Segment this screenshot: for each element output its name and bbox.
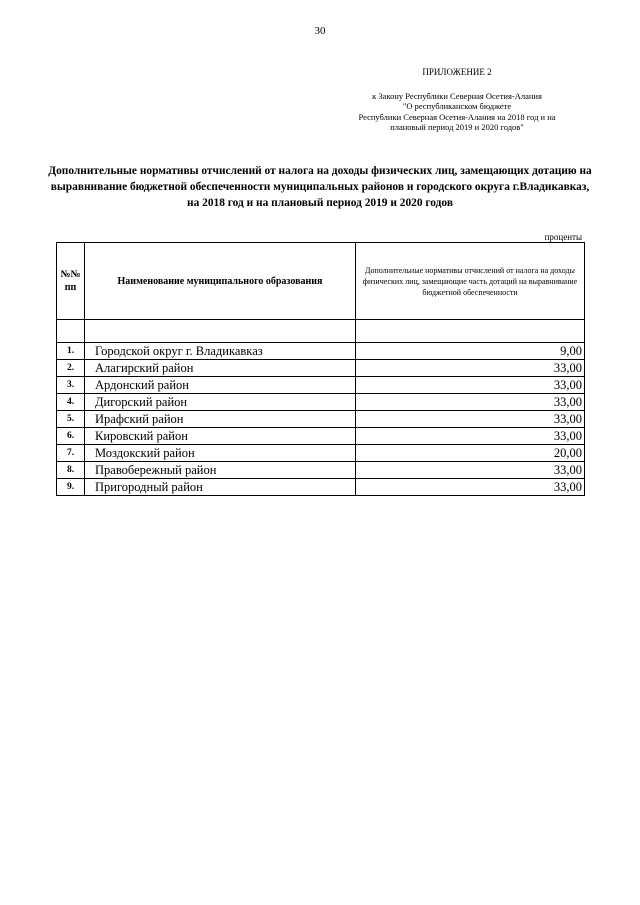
row-name: Ардонский район bbox=[85, 377, 356, 394]
spacer-cell bbox=[85, 320, 356, 343]
appendix-block bbox=[332, 67, 582, 133]
table-row bbox=[57, 343, 585, 360]
row-name: Городской округ г. Владикавказ bbox=[85, 343, 356, 360]
units-label: проценты bbox=[544, 232, 582, 242]
row-value: 33,00 bbox=[356, 479, 585, 496]
table-row bbox=[57, 462, 585, 479]
header-value: Дополнительные нормативы отчислений от налога на доходы физических лиц, замещающие часть дотаций на выравнивание бюджетной обеспеченности bbox=[356, 243, 585, 320]
page-number: 30 bbox=[314, 25, 326, 37]
row-value: 33,00 bbox=[356, 411, 585, 428]
row-value: 33,00 bbox=[356, 428, 585, 445]
table-row bbox=[57, 428, 585, 445]
header-number: №№ пп bbox=[57, 243, 85, 320]
row-value: 20,00 bbox=[356, 445, 585, 462]
table-row bbox=[57, 360, 585, 377]
row-number: 4. bbox=[57, 394, 85, 411]
row-value: 33,00 bbox=[356, 360, 585, 377]
row-name: Дигорский район bbox=[85, 394, 356, 411]
header-name: Наименование муниципального образования bbox=[85, 243, 356, 320]
row-value: 33,00 bbox=[356, 377, 585, 394]
table-row bbox=[57, 377, 585, 394]
row-name: Пригородный район bbox=[85, 479, 356, 496]
spacer-cell bbox=[57, 320, 85, 343]
row-number: 6. bbox=[57, 428, 85, 445]
table-row bbox=[57, 394, 585, 411]
row-number: 2. bbox=[57, 360, 85, 377]
appendix-title: ПРИЛОЖЕНИЕ 2 bbox=[422, 67, 492, 77]
table-row bbox=[57, 445, 585, 462]
table-row bbox=[57, 411, 585, 428]
appendix-line: "О республиканском бюджете bbox=[402, 101, 512, 111]
table-spacer-row bbox=[57, 320, 585, 343]
table-header-row bbox=[57, 243, 585, 320]
row-name: Ирафский район bbox=[85, 411, 356, 428]
row-value: 33,00 bbox=[356, 394, 585, 411]
norms-table bbox=[56, 242, 585, 496]
spacer-cell bbox=[356, 320, 585, 343]
row-name: Алагирский район bbox=[85, 360, 356, 377]
appendix-line: плановый период 2019 и 2020 годов" bbox=[390, 122, 524, 132]
row-number: 5. bbox=[57, 411, 85, 428]
row-name: Правобережный район bbox=[85, 462, 356, 479]
row-number: 9. bbox=[57, 479, 85, 496]
appendix-line: Республики Северная Осетия-Алания на 2018 год и на bbox=[358, 111, 556, 122]
table-row bbox=[57, 479, 585, 496]
row-value: 9,00 bbox=[356, 343, 585, 360]
row-value: 33,00 bbox=[356, 462, 585, 479]
row-number: 8. bbox=[57, 462, 85, 479]
row-name: Кировский район bbox=[85, 428, 356, 445]
row-number: 7. bbox=[57, 445, 85, 462]
appendix-line: к Закону Республики Северная Осетия-Алания bbox=[372, 90, 542, 101]
row-number: 1. bbox=[57, 343, 85, 360]
row-name: Моздокский район bbox=[85, 445, 356, 462]
row-number: 3. bbox=[57, 377, 85, 394]
document-title: Дополнительные нормативы отчислений от налога на доходы физических лиц, замещающих дотацию на выравнивание бюджетной обеспеченности муниципальных районов и городского округа г.Владикавказ, на 2018 год и на плановый период 2019 и 2020 годов bbox=[48, 165, 592, 209]
